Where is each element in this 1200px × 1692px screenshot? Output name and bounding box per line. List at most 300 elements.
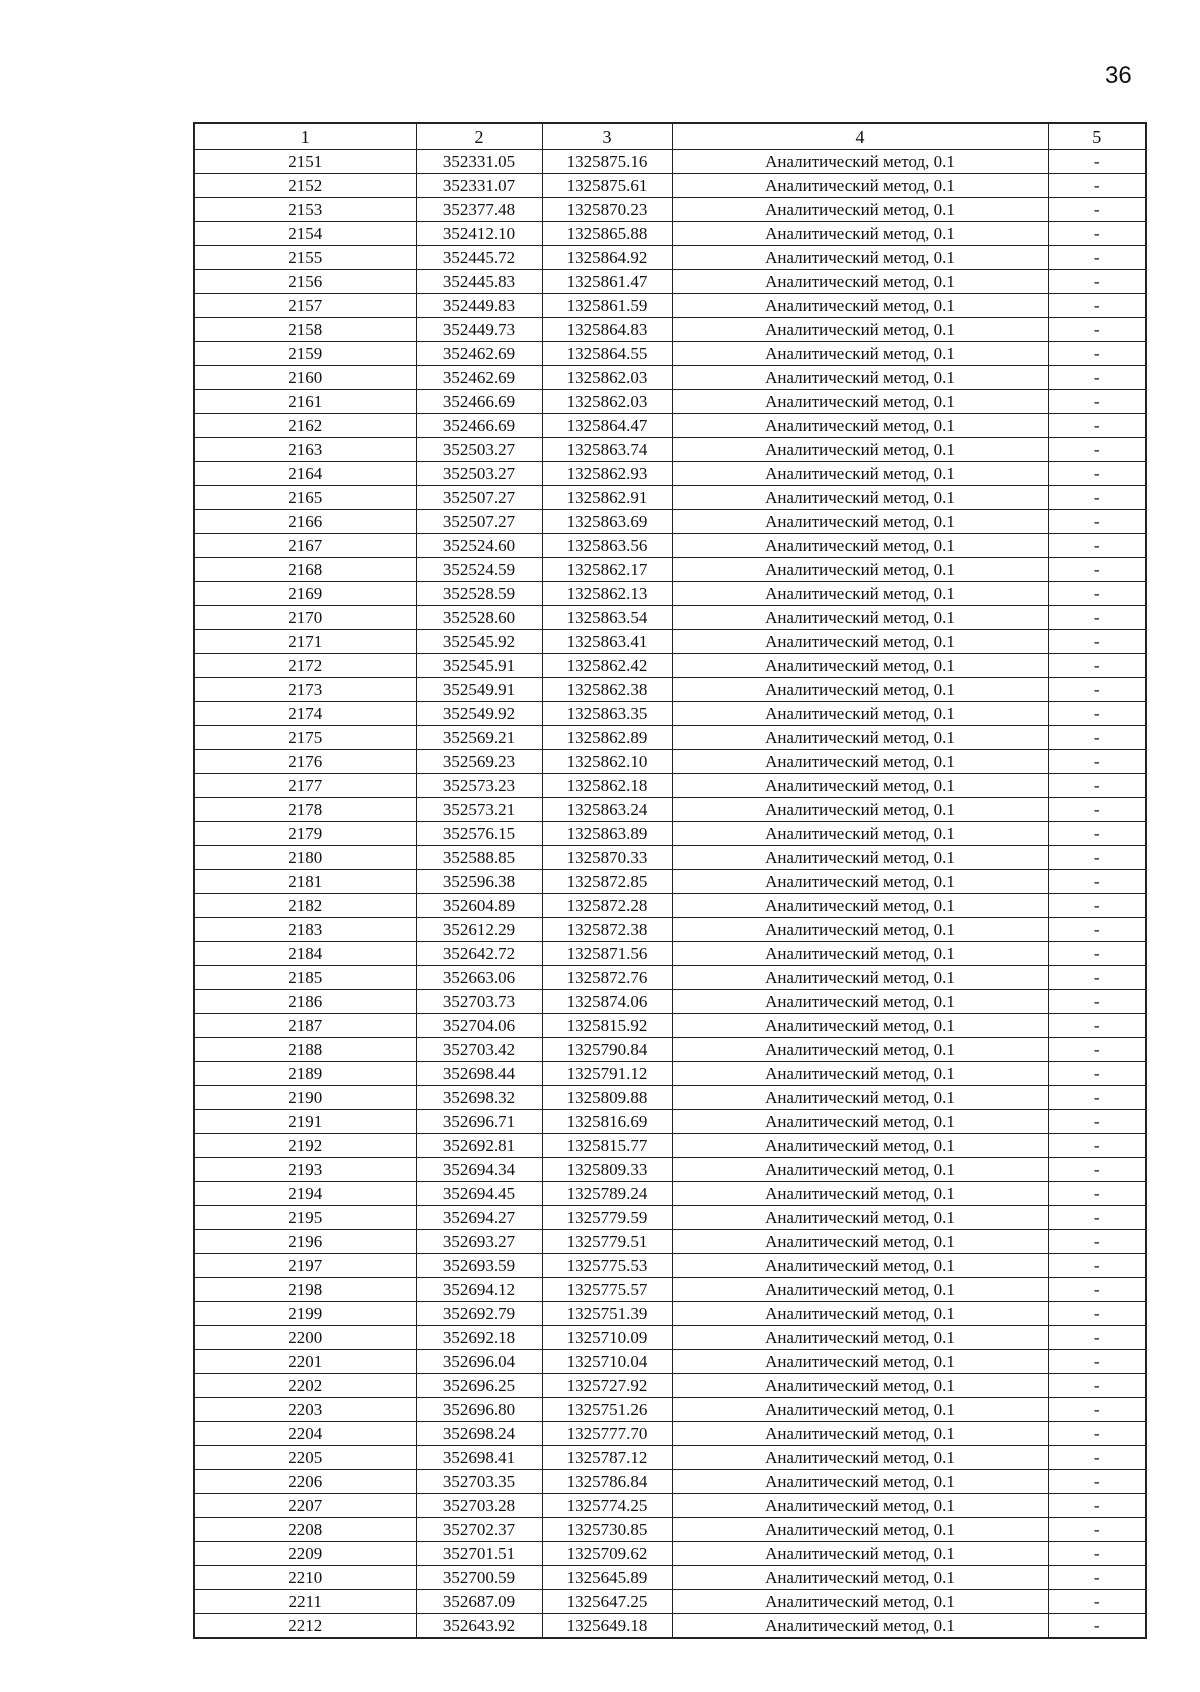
x-coordinate-cell: 352588.85 — [416, 846, 542, 870]
point-number-cell: 2208 — [194, 1518, 416, 1542]
table-row — [194, 1590, 1146, 1614]
x-coordinate-cell: 352612.29 — [416, 918, 542, 942]
x-coordinate-cell: 352549.92 — [416, 702, 542, 726]
method-cell: Аналитический метод, 0.1 — [672, 486, 1048, 510]
y-coordinate-cell: 1325861.47 — [542, 270, 672, 294]
table-row — [194, 414, 1146, 438]
point-number-cell: 2171 — [194, 630, 416, 654]
table-header — [194, 123, 1146, 150]
method-cell: Аналитический метод, 0.1 — [672, 774, 1048, 798]
point-number-cell: 2190 — [194, 1086, 416, 1110]
note-cell: - — [1048, 678, 1146, 702]
y-coordinate-cell: 1325809.88 — [542, 1086, 672, 1110]
note-cell: - — [1048, 246, 1146, 270]
x-coordinate-cell: 352703.28 — [416, 1494, 542, 1518]
x-coordinate-cell: 352466.69 — [416, 390, 542, 414]
x-coordinate-cell: 352569.21 — [416, 726, 542, 750]
table-row — [194, 174, 1146, 198]
y-coordinate-cell: 1325809.33 — [542, 1158, 672, 1182]
y-coordinate-cell: 1325862.18 — [542, 774, 672, 798]
note-cell: - — [1048, 918, 1146, 942]
note-cell: - — [1048, 1566, 1146, 1590]
y-coordinate-cell: 1325787.12 — [542, 1446, 672, 1470]
y-coordinate-cell: 1325789.24 — [542, 1182, 672, 1206]
x-coordinate-cell: 352445.72 — [416, 246, 542, 270]
note-cell: - — [1048, 294, 1146, 318]
y-coordinate-cell: 1325875.61 — [542, 174, 672, 198]
table-row — [194, 342, 1146, 366]
point-number-cell: 2192 — [194, 1134, 416, 1158]
method-cell: Аналитический метод, 0.1 — [672, 966, 1048, 990]
note-cell: - — [1048, 270, 1146, 294]
note-cell: - — [1048, 702, 1146, 726]
point-number-cell: 2204 — [194, 1422, 416, 1446]
table-row — [194, 1374, 1146, 1398]
point-number-cell: 2212 — [194, 1614, 416, 1639]
y-coordinate-cell: 1325863.54 — [542, 606, 672, 630]
method-cell: Аналитический метод, 0.1 — [672, 1566, 1048, 1590]
method-cell: Аналитический метод, 0.1 — [672, 414, 1048, 438]
method-cell: Аналитический метод, 0.1 — [672, 1278, 1048, 1302]
x-coordinate-cell: 352503.27 — [416, 438, 542, 462]
table-row — [194, 1134, 1146, 1158]
x-coordinate-cell: 352700.59 — [416, 1566, 542, 1590]
x-coordinate-cell: 352503.27 — [416, 462, 542, 486]
x-coordinate-cell: 352412.10 — [416, 222, 542, 246]
x-coordinate-cell: 352528.59 — [416, 582, 542, 606]
note-cell: - — [1048, 894, 1146, 918]
x-coordinate-cell: 352696.04 — [416, 1350, 542, 1374]
point-number-cell: 2175 — [194, 726, 416, 750]
method-cell: Аналитический метод, 0.1 — [672, 1110, 1048, 1134]
table-row — [194, 1350, 1146, 1374]
y-coordinate-cell: 1325774.25 — [542, 1494, 672, 1518]
header-col-2: 2 — [416, 123, 542, 150]
point-number-cell: 2187 — [194, 1014, 416, 1038]
method-cell: Аналитический метод, 0.1 — [672, 582, 1048, 606]
y-coordinate-cell: 1325862.42 — [542, 654, 672, 678]
method-cell: Аналитический метод, 0.1 — [672, 294, 1048, 318]
method-cell: Аналитический метод, 0.1 — [672, 702, 1048, 726]
y-coordinate-cell: 1325727.92 — [542, 1374, 672, 1398]
point-number-cell: 2157 — [194, 294, 416, 318]
note-cell: - — [1048, 558, 1146, 582]
method-cell: Аналитический метод, 0.1 — [672, 870, 1048, 894]
x-coordinate-cell: 352692.81 — [416, 1134, 542, 1158]
note-cell: - — [1048, 1278, 1146, 1302]
point-number-cell: 2177 — [194, 774, 416, 798]
table-row — [194, 1014, 1146, 1038]
table-row — [194, 1326, 1146, 1350]
note-cell: - — [1048, 462, 1146, 486]
x-coordinate-cell: 352694.27 — [416, 1206, 542, 1230]
table-row — [194, 870, 1146, 894]
x-coordinate-cell: 352696.80 — [416, 1398, 542, 1422]
note-cell: - — [1048, 630, 1146, 654]
method-cell: Аналитический метод, 0.1 — [672, 990, 1048, 1014]
table-row — [194, 222, 1146, 246]
point-number-cell: 2152 — [194, 174, 416, 198]
note-cell: - — [1048, 1038, 1146, 1062]
note-cell: - — [1048, 174, 1146, 198]
table-row — [194, 462, 1146, 486]
point-number-cell: 2201 — [194, 1350, 416, 1374]
table-row — [194, 726, 1146, 750]
table-row — [194, 1086, 1146, 1110]
table-row — [194, 486, 1146, 510]
y-coordinate-cell: 1325751.26 — [542, 1398, 672, 1422]
note-cell: - — [1048, 1254, 1146, 1278]
table-row — [194, 894, 1146, 918]
y-coordinate-cell: 1325815.77 — [542, 1134, 672, 1158]
point-number-cell: 2193 — [194, 1158, 416, 1182]
table-row — [194, 294, 1146, 318]
point-number-cell: 2153 — [194, 198, 416, 222]
point-number-cell: 2184 — [194, 942, 416, 966]
method-cell: Аналитический метод, 0.1 — [672, 918, 1048, 942]
point-number-cell: 2151 — [194, 150, 416, 174]
table-row — [194, 1614, 1146, 1639]
x-coordinate-cell: 352693.59 — [416, 1254, 542, 1278]
point-number-cell: 2195 — [194, 1206, 416, 1230]
y-coordinate-cell: 1325872.76 — [542, 966, 672, 990]
table-row — [194, 750, 1146, 774]
table-row — [194, 822, 1146, 846]
note-cell: - — [1048, 318, 1146, 342]
method-cell: Аналитический метод, 0.1 — [672, 1182, 1048, 1206]
y-coordinate-cell: 1325862.38 — [542, 678, 672, 702]
header-col-1: 1 — [194, 123, 416, 150]
point-number-cell: 2168 — [194, 558, 416, 582]
method-cell: Аналитический метод, 0.1 — [672, 750, 1048, 774]
header-col-5: 5 — [1048, 123, 1146, 150]
table-row — [194, 1518, 1146, 1542]
point-number-cell: 2161 — [194, 390, 416, 414]
y-coordinate-cell: 1325815.92 — [542, 1014, 672, 1038]
point-number-cell: 2199 — [194, 1302, 416, 1326]
table-row — [194, 1230, 1146, 1254]
x-coordinate-cell: 352703.73 — [416, 990, 542, 1014]
note-cell: - — [1048, 1542, 1146, 1566]
y-coordinate-cell: 1325779.59 — [542, 1206, 672, 1230]
table-row — [194, 1062, 1146, 1086]
point-number-cell: 2189 — [194, 1062, 416, 1086]
y-coordinate-cell: 1325862.93 — [542, 462, 672, 486]
y-coordinate-cell: 1325862.89 — [542, 726, 672, 750]
y-coordinate-cell: 1325649.18 — [542, 1614, 672, 1639]
note-cell: - — [1048, 1182, 1146, 1206]
method-cell: Аналитический метод, 0.1 — [672, 1038, 1048, 1062]
method-cell: Аналитический метод, 0.1 — [672, 318, 1048, 342]
point-number-cell: 2191 — [194, 1110, 416, 1134]
method-cell: Аналитический метод, 0.1 — [672, 894, 1048, 918]
note-cell: - — [1048, 366, 1146, 390]
point-number-cell: 2174 — [194, 702, 416, 726]
note-cell: - — [1048, 1374, 1146, 1398]
method-cell: Аналитический метод, 0.1 — [672, 1470, 1048, 1494]
method-cell: Аналитический метод, 0.1 — [672, 150, 1048, 174]
point-number-cell: 2170 — [194, 606, 416, 630]
x-coordinate-cell: 352377.48 — [416, 198, 542, 222]
table-row — [194, 1302, 1146, 1326]
table-row — [194, 798, 1146, 822]
x-coordinate-cell: 352573.23 — [416, 774, 542, 798]
table-row — [194, 558, 1146, 582]
table-row — [194, 510, 1146, 534]
point-number-cell: 2211 — [194, 1590, 416, 1614]
point-number-cell: 2180 — [194, 846, 416, 870]
x-coordinate-cell: 352449.73 — [416, 318, 542, 342]
table-row — [194, 318, 1146, 342]
x-coordinate-cell: 352696.25 — [416, 1374, 542, 1398]
point-number-cell: 2156 — [194, 270, 416, 294]
y-coordinate-cell: 1325645.89 — [542, 1566, 672, 1590]
page-number: 36 — [1105, 62, 1132, 89]
x-coordinate-cell: 352643.92 — [416, 1614, 542, 1639]
point-number-cell: 2173 — [194, 678, 416, 702]
point-number-cell: 2186 — [194, 990, 416, 1014]
y-coordinate-cell: 1325870.33 — [542, 846, 672, 870]
note-cell: - — [1048, 798, 1146, 822]
y-coordinate-cell: 1325864.92 — [542, 246, 672, 270]
x-coordinate-cell: 352698.32 — [416, 1086, 542, 1110]
y-coordinate-cell: 1325863.74 — [542, 438, 672, 462]
x-coordinate-cell: 352549.91 — [416, 678, 542, 702]
x-coordinate-cell: 352576.15 — [416, 822, 542, 846]
point-number-cell: 2167 — [194, 534, 416, 558]
point-number-cell: 2207 — [194, 1494, 416, 1518]
method-cell: Аналитический метод, 0.1 — [672, 846, 1048, 870]
table-row — [194, 1254, 1146, 1278]
table-row — [194, 702, 1146, 726]
method-cell: Аналитический метод, 0.1 — [672, 558, 1048, 582]
method-cell: Аналитический метод, 0.1 — [672, 1206, 1048, 1230]
table-body — [194, 150, 1146, 1639]
point-number-cell: 2155 — [194, 246, 416, 270]
method-cell: Аналитический метод, 0.1 — [672, 678, 1048, 702]
x-coordinate-cell: 352692.79 — [416, 1302, 542, 1326]
y-coordinate-cell: 1325874.06 — [542, 990, 672, 1014]
x-coordinate-cell: 352692.18 — [416, 1326, 542, 1350]
table-row — [194, 246, 1146, 270]
header-row — [194, 123, 1146, 150]
method-cell: Аналитический метод, 0.1 — [672, 1446, 1048, 1470]
y-coordinate-cell: 1325865.88 — [542, 222, 672, 246]
note-cell: - — [1048, 582, 1146, 606]
point-number-cell: 2202 — [194, 1374, 416, 1398]
method-cell: Аналитический метод, 0.1 — [672, 1398, 1048, 1422]
y-coordinate-cell: 1325779.51 — [542, 1230, 672, 1254]
method-cell: Аналитический метод, 0.1 — [672, 942, 1048, 966]
point-number-cell: 2205 — [194, 1446, 416, 1470]
y-coordinate-cell: 1325730.85 — [542, 1518, 672, 1542]
method-cell: Аналитический метод, 0.1 — [672, 1254, 1048, 1278]
table-row — [194, 1494, 1146, 1518]
x-coordinate-cell: 352698.41 — [416, 1446, 542, 1470]
y-coordinate-cell: 1325862.10 — [542, 750, 672, 774]
table-row — [194, 1182, 1146, 1206]
note-cell: - — [1048, 1230, 1146, 1254]
note-cell: - — [1048, 1398, 1146, 1422]
note-cell: - — [1048, 342, 1146, 366]
method-cell: Аналитический метод, 0.1 — [672, 606, 1048, 630]
method-cell: Аналитический метод, 0.1 — [672, 822, 1048, 846]
point-number-cell: 2158 — [194, 318, 416, 342]
y-coordinate-cell: 1325864.55 — [542, 342, 672, 366]
x-coordinate-cell: 352466.69 — [416, 414, 542, 438]
y-coordinate-cell: 1325870.23 — [542, 198, 672, 222]
note-cell: - — [1048, 1590, 1146, 1614]
point-number-cell: 2162 — [194, 414, 416, 438]
table-row — [194, 942, 1146, 966]
point-number-cell: 2165 — [194, 486, 416, 510]
method-cell: Аналитический метод, 0.1 — [672, 1326, 1048, 1350]
point-number-cell: 2178 — [194, 798, 416, 822]
method-cell: Аналитический метод, 0.1 — [672, 174, 1048, 198]
y-coordinate-cell: 1325863.89 — [542, 822, 672, 846]
note-cell: - — [1048, 1446, 1146, 1470]
y-coordinate-cell: 1325864.83 — [542, 318, 672, 342]
point-number-cell: 2183 — [194, 918, 416, 942]
note-cell: - — [1048, 1350, 1146, 1374]
method-cell: Аналитический метод, 0.1 — [672, 366, 1048, 390]
method-cell: Аналитический метод, 0.1 — [672, 534, 1048, 558]
method-cell: Аналитический метод, 0.1 — [672, 270, 1048, 294]
y-coordinate-cell: 1325872.38 — [542, 918, 672, 942]
x-coordinate-cell: 352449.83 — [416, 294, 542, 318]
method-cell: Аналитический метод, 0.1 — [672, 1350, 1048, 1374]
point-number-cell: 2200 — [194, 1326, 416, 1350]
y-coordinate-cell: 1325862.17 — [542, 558, 672, 582]
table-row — [194, 966, 1146, 990]
method-cell: Аналитический метод, 0.1 — [672, 654, 1048, 678]
note-cell: - — [1048, 486, 1146, 510]
x-coordinate-cell: 352702.37 — [416, 1518, 542, 1542]
header-col-4: 4 — [672, 123, 1048, 150]
note-cell: - — [1048, 606, 1146, 630]
point-number-cell: 2159 — [194, 342, 416, 366]
method-cell: Аналитический метод, 0.1 — [672, 390, 1048, 414]
table-row — [194, 678, 1146, 702]
method-cell: Аналитический метод, 0.1 — [672, 1590, 1048, 1614]
table-row — [194, 198, 1146, 222]
point-number-cell: 2163 — [194, 438, 416, 462]
x-coordinate-cell: 352507.27 — [416, 486, 542, 510]
header-col-3: 3 — [542, 123, 672, 150]
y-coordinate-cell: 1325862.03 — [542, 366, 672, 390]
x-coordinate-cell: 352524.59 — [416, 558, 542, 582]
y-coordinate-cell: 1325863.24 — [542, 798, 672, 822]
x-coordinate-cell: 352545.92 — [416, 630, 542, 654]
y-coordinate-cell: 1325864.47 — [542, 414, 672, 438]
point-number-cell: 2210 — [194, 1566, 416, 1590]
note-cell: - — [1048, 390, 1146, 414]
table-row — [194, 1110, 1146, 1134]
note-cell: - — [1048, 198, 1146, 222]
note-cell: - — [1048, 750, 1146, 774]
x-coordinate-cell: 352573.21 — [416, 798, 542, 822]
table-row — [194, 990, 1146, 1014]
x-coordinate-cell: 352694.12 — [416, 1278, 542, 1302]
note-cell: - — [1048, 1518, 1146, 1542]
y-coordinate-cell: 1325775.57 — [542, 1278, 672, 1302]
note-cell: - — [1048, 1110, 1146, 1134]
table-row — [194, 534, 1146, 558]
note-cell: - — [1048, 1134, 1146, 1158]
table-row — [194, 270, 1146, 294]
note-cell: - — [1048, 414, 1146, 438]
y-coordinate-cell: 1325872.85 — [542, 870, 672, 894]
x-coordinate-cell: 352462.69 — [416, 342, 542, 366]
x-coordinate-cell: 352331.05 — [416, 150, 542, 174]
point-number-cell: 2182 — [194, 894, 416, 918]
method-cell: Аналитический метод, 0.1 — [672, 438, 1048, 462]
x-coordinate-cell: 352703.42 — [416, 1038, 542, 1062]
note-cell: - — [1048, 510, 1146, 534]
x-coordinate-cell: 352545.91 — [416, 654, 542, 678]
x-coordinate-cell: 352704.06 — [416, 1014, 542, 1038]
y-coordinate-cell: 1325862.13 — [542, 582, 672, 606]
x-coordinate-cell: 352569.23 — [416, 750, 542, 774]
table-row — [194, 366, 1146, 390]
y-coordinate-cell: 1325786.84 — [542, 1470, 672, 1494]
y-coordinate-cell: 1325710.04 — [542, 1350, 672, 1374]
y-coordinate-cell: 1325863.56 — [542, 534, 672, 558]
method-cell: Аналитический метод, 0.1 — [672, 1494, 1048, 1518]
table-row — [194, 1398, 1146, 1422]
point-number-cell: 2154 — [194, 222, 416, 246]
note-cell: - — [1048, 846, 1146, 870]
x-coordinate-cell: 352604.89 — [416, 894, 542, 918]
note-cell: - — [1048, 774, 1146, 798]
y-coordinate-cell: 1325861.59 — [542, 294, 672, 318]
table-row — [194, 438, 1146, 462]
point-number-cell: 2172 — [194, 654, 416, 678]
table-row — [194, 630, 1146, 654]
x-coordinate-cell: 352642.72 — [416, 942, 542, 966]
note-cell: - — [1048, 438, 1146, 462]
note-cell: - — [1048, 726, 1146, 750]
x-coordinate-cell: 352701.51 — [416, 1542, 542, 1566]
x-coordinate-cell: 352663.06 — [416, 966, 542, 990]
x-coordinate-cell: 352524.60 — [416, 534, 542, 558]
x-coordinate-cell: 352331.07 — [416, 174, 542, 198]
table-row — [194, 390, 1146, 414]
point-number-cell: 2203 — [194, 1398, 416, 1422]
table-row — [194, 606, 1146, 630]
note-cell: - — [1048, 990, 1146, 1014]
note-cell: - — [1048, 870, 1146, 894]
y-coordinate-cell: 1325775.53 — [542, 1254, 672, 1278]
y-coordinate-cell: 1325863.35 — [542, 702, 672, 726]
table-row — [194, 1470, 1146, 1494]
y-coordinate-cell: 1325790.84 — [542, 1038, 672, 1062]
y-coordinate-cell: 1325777.70 — [542, 1422, 672, 1446]
y-coordinate-cell: 1325862.91 — [542, 486, 672, 510]
y-coordinate-cell: 1325751.39 — [542, 1302, 672, 1326]
point-number-cell: 2197 — [194, 1254, 416, 1278]
y-coordinate-cell: 1325863.41 — [542, 630, 672, 654]
method-cell: Аналитический метод, 0.1 — [672, 1374, 1048, 1398]
x-coordinate-cell: 352703.35 — [416, 1470, 542, 1494]
table-row — [194, 1206, 1146, 1230]
y-coordinate-cell: 1325862.03 — [542, 390, 672, 414]
point-number-cell: 2209 — [194, 1542, 416, 1566]
note-cell: - — [1048, 1614, 1146, 1639]
point-number-cell: 2188 — [194, 1038, 416, 1062]
table-row — [194, 774, 1146, 798]
x-coordinate-cell: 352507.27 — [416, 510, 542, 534]
